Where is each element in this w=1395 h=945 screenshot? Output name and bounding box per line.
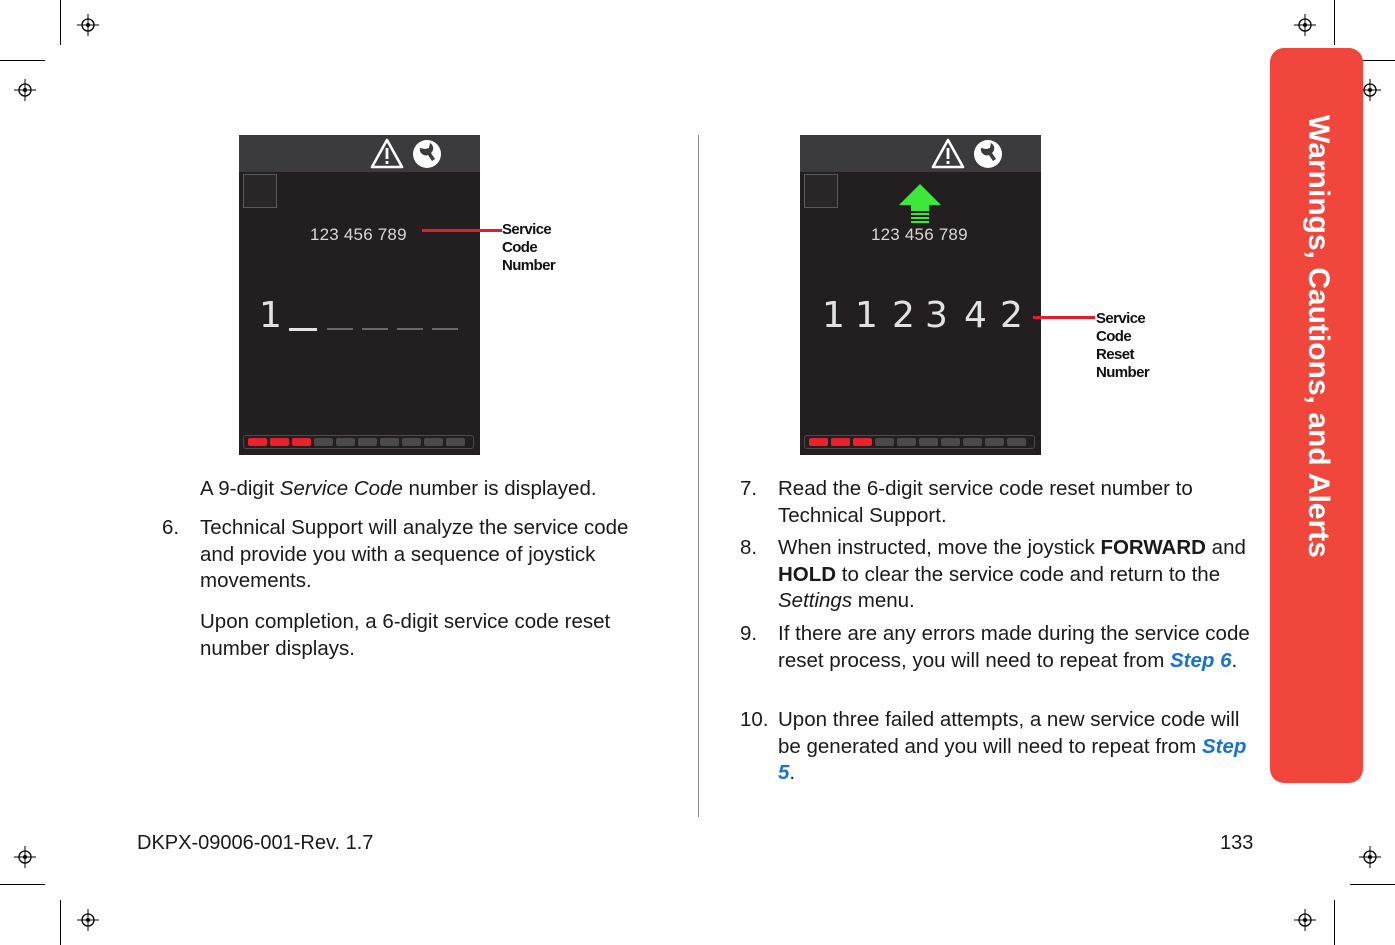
- screen-indicator-box: [804, 174, 838, 208]
- entry-blank: [327, 328, 353, 330]
- wrench-icon: [972, 138, 1004, 170]
- step-number: 10.: [740, 708, 769, 731]
- reset-digit: 3: [925, 295, 948, 336]
- step-7-text: Read the 6-digit service code reset number to Technical Support.: [778, 477, 1193, 527]
- step-6-link[interactable]: Step 6: [1169, 648, 1232, 672]
- section-tab-label: Warnings, Cautions, and Alerts: [1302, 115, 1335, 558]
- callout-service-code-number: Service Code Number: [502, 221, 556, 274]
- crop-mark: [1334, 900, 1335, 945]
- battery-gauge-frame: [243, 435, 474, 449]
- crop-mark: [1334, 0, 1335, 45]
- forward-arrow-icon: [898, 183, 942, 225]
- reset-digit: 2: [1000, 295, 1023, 336]
- display-screen-reset-number: [800, 135, 1041, 455]
- reset-digit: 1: [822, 295, 845, 336]
- registration-mark-icon: [77, 14, 99, 36]
- registration-mark-icon: [77, 909, 99, 931]
- entry-cursor: [289, 328, 317, 331]
- step-number: 9.: [740, 622, 758, 645]
- service-code-number: 123 456 789: [871, 225, 968, 244]
- registration-mark-icon: [1294, 14, 1316, 36]
- service-code-number: 123 456 789: [310, 225, 407, 244]
- battery-gauge-frame: [804, 435, 1035, 449]
- step-9-text: If there are any errors made during the service code reset process, you will need to repeat from Step 6.: [778, 622, 1250, 672]
- entry-blank: [362, 328, 388, 330]
- step-10-text: Upon three failed attempts, a new service code will be generated and you will need to repeat from Step 5.: [778, 708, 1247, 784]
- crop-mark: [60, 0, 61, 45]
- callout-service-code-reset-number: Service Code Reset Number: [1096, 310, 1150, 381]
- step-5-link[interactable]: Step 5: [778, 734, 1247, 784]
- wrench-icon: [411, 138, 443, 170]
- crop-mark: [0, 884, 45, 885]
- reset-digit: 2: [892, 295, 915, 336]
- step-number: 8.: [740, 536, 758, 559]
- term-forward: FORWARD: [1100, 536, 1206, 559]
- screen-indicator-box: [243, 174, 277, 208]
- intro-paragraph: A 9-digit Service Code number is displayed.: [200, 477, 597, 500]
- warning-triangle-icon: [931, 138, 965, 169]
- term-service-code: Service Code: [279, 477, 403, 500]
- entry-digit: 1: [259, 295, 282, 336]
- completion-paragraph: Upon completion, a 6-digit service code reset number displays.: [200, 610, 611, 660]
- crop-mark: [1350, 884, 1395, 885]
- step-6-text: Technical Support will analyze the service code and provide you with a sequence of joystick movements.: [200, 516, 629, 592]
- registration-mark-icon: [14, 79, 36, 101]
- warning-triangle-icon: [370, 138, 404, 169]
- entry-blank: [432, 328, 458, 330]
- column-divider: [698, 135, 699, 817]
- crop-mark: [60, 900, 61, 945]
- term-hold: HOLD: [778, 562, 837, 586]
- reset-digit: 4: [964, 295, 987, 336]
- step-8-text: When instructed, move the joystick FORWARD and HOLD to clear the service code and return to the Settings menu.: [778, 536, 1246, 612]
- page-number: 133: [1220, 832, 1254, 854]
- document-id: DKPX-09006-001-Rev. 1.7: [137, 832, 374, 854]
- callout-leader-line: [1033, 316, 1095, 319]
- registration-mark-icon: [1294, 909, 1316, 931]
- registration-mark-icon: [1359, 846, 1381, 868]
- term-settings: Settings: [778, 589, 853, 612]
- step-number: 7.: [740, 477, 758, 500]
- screen-status-bar: [239, 135, 480, 172]
- callout-leader-line: [422, 229, 502, 232]
- step-number: 6.: [162, 516, 180, 539]
- entry-blank: [397, 328, 423, 330]
- crop-mark: [0, 60, 45, 61]
- reset-digit: 1: [855, 295, 878, 336]
- display-screen-service-code: [239, 135, 480, 455]
- registration-mark-icon: [14, 846, 36, 868]
- screen-status-bar: [800, 135, 1041, 172]
